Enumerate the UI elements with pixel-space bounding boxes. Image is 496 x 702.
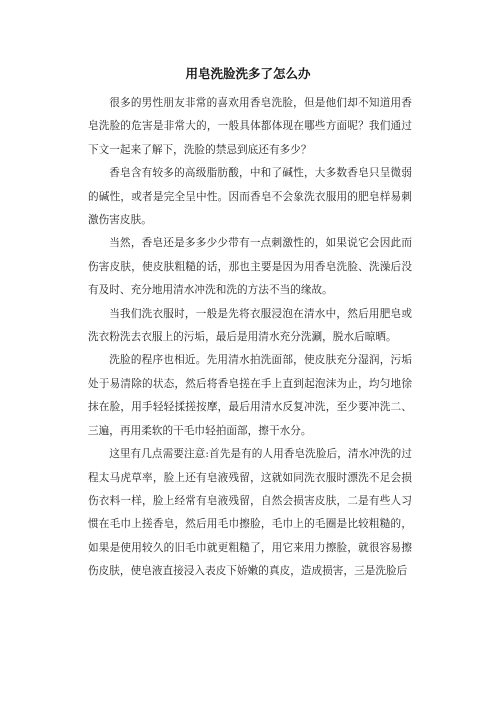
document-title: 用皂洗脸洗多了怎么办 bbox=[185, 66, 311, 81]
paragraph: 这里有几点需要注意:首先是有的人用香皂洗脸后，清水冲洗的过程太马虎草率，脸上还有皂液残留，这就如同洗衣服时漂洗不足会损伤衣料一样，脸上经常有皂液残留，自然会损害皮肤，二是有些人习惯在毛巾上搓香皂，然后用毛巾擦脸，毛巾上的毛圈是比较粗糙的，如果是使用较久的旧毛巾就更粗糙了，用它来用力擦脸，就很容易擦伤皮肤，使皂液直接浸入表皮下娇嫩的真皮，造成损害，三是洗脸后 bbox=[88, 448, 412, 578]
paragraph: 洗脸的程序也相近。先用清水拍洗面部，使皮肤充分湿润，污垢处于易清除的状态，然后将香皂搓在手上直到起泡沫为止，均匀地徐抹在脸，用手轻轻揉搓按摩，最后用清水反复冲洗，至少要冲洗二、三遍，再用柔软的干毛巾轻拍面部，擦干水分。 bbox=[88, 354, 412, 437]
paragraph: 香皂含有较多的高级脂肪酸，中和了碱性，大多数香皂只呈微弱的碱性，或者是完全呈中性。因而香皂不会象洗衣服用的肥皂样易刺激伤害皮肤。 bbox=[88, 167, 412, 227]
paragraph: 当然，香皂还是多多少少带有一点刺激性的，如果说它会因此而伤害皮肤，使皮肤粗糙的话，那也主要是因为用香皂洗脸、洗澡后没有及时、充分地用清水冲洗和洗的方法不当的缘故。 bbox=[88, 237, 412, 297]
paragraph: 很多的男性朋友非常的喜欢用香皂洗脸，但是他们却不知道用香皂洗脸的危害是非常大的，一般具体都体现在哪些方面呢？我们通过下文一起来了解下，洗脸的禁忌到底还有多少？ bbox=[88, 97, 412, 156]
document-body bbox=[88, 92, 412, 584]
paragraph: 当我们洗衣服时，一般是先将衣服浸泡在清水中，然后用肥皂或洗衣粉洗去衣服上的污垢，最后是用清水充分洗涮，脱水后晾晒。 bbox=[88, 307, 412, 344]
